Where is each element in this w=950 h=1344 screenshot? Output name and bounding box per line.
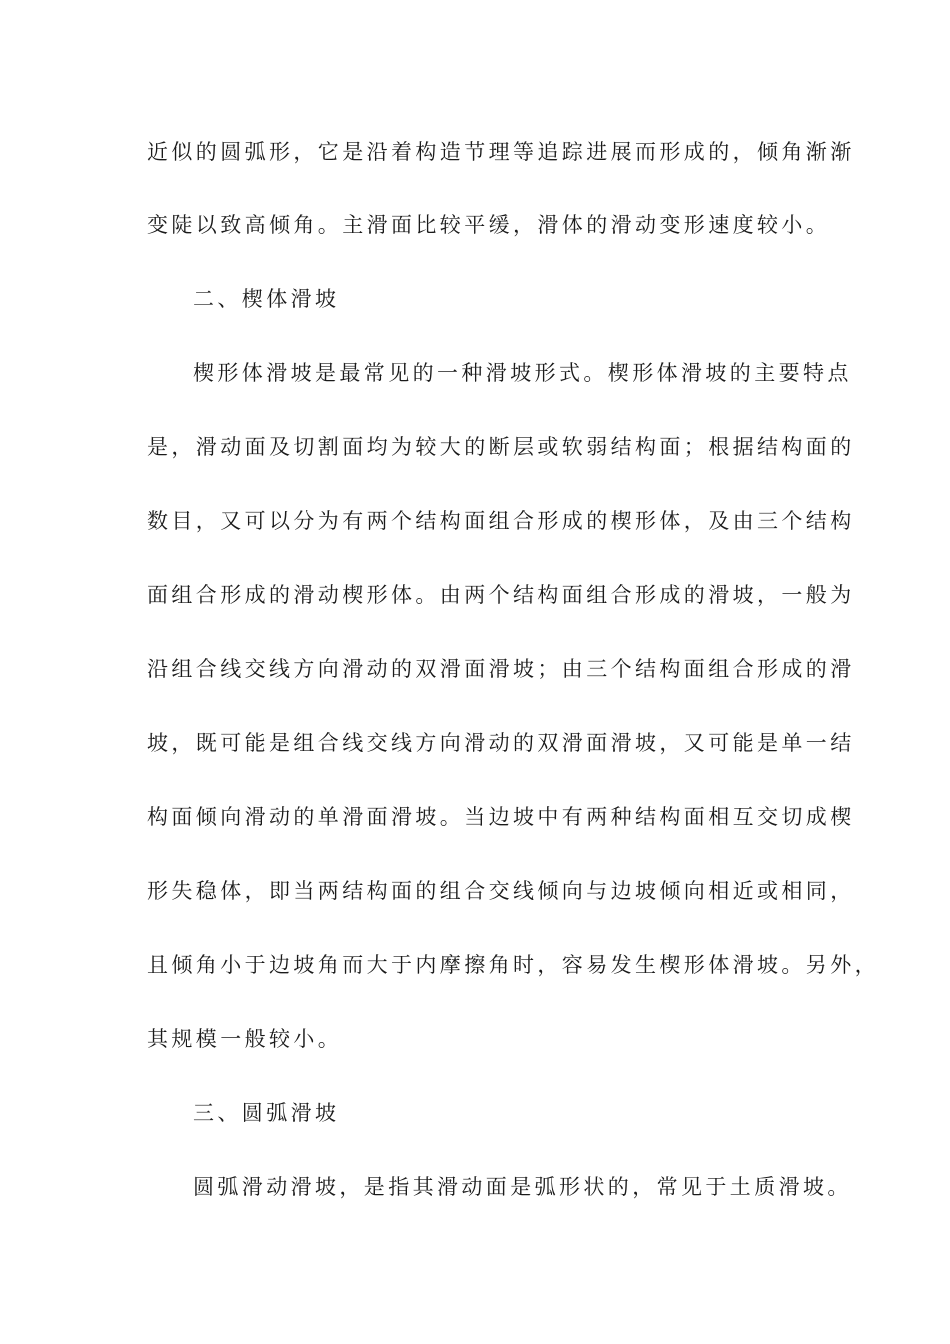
paragraph-line: 构面倾向滑动的单滑面滑坡。当边坡中有两种结构面相互交切成楔 bbox=[147, 805, 855, 829]
paragraph-line: 其规模一般较小。 bbox=[147, 1027, 343, 1051]
paragraph-line: 数目，又可以分为有两个结构面组合形成的楔形体，及由三个结构 bbox=[147, 509, 855, 533]
paragraph-line: 楔形体滑坡是最常见的一种滑坡形式。楔形体滑坡的主要特点 bbox=[193, 361, 852, 385]
paragraph-line: 变陡以致高倾角。主滑面比较平缓，滑体的滑动变形速度较小。 bbox=[147, 213, 831, 237]
paragraph-line: 坡，既可能是组合线交线方向滑动的双滑面滑坡，又可能是单一结 bbox=[147, 731, 855, 755]
paragraph-line: 面组合形成的滑动楔形体。由两个结构面组合形成的滑坡，一般为 bbox=[147, 583, 855, 607]
paragraph-line: 近似的圆弧形，它是沿着构造节理等追踪进展而形成的，倾角渐渐 bbox=[147, 140, 855, 164]
section-heading: 三、圆弧滑坡 bbox=[193, 1101, 340, 1125]
paragraph-line: 圆弧滑动滑坡，是指其滑动面是弧形状的，常见于土质滑坡。 bbox=[193, 1175, 852, 1199]
paragraph-line: 沿组合线交线方向滑动的双滑面滑坡；由三个结构面组合形成的滑 bbox=[147, 657, 855, 681]
paragraph-line: 形失稳体，即当两结构面的组合交线倾向与边坡倾向相近或相同， bbox=[147, 879, 855, 903]
section-heading: 二、楔体滑坡 bbox=[193, 287, 340, 311]
paragraph-line: 且倾角小于边坡角而大于内摩擦角时，容易发生楔形体滑坡。另外， bbox=[147, 953, 879, 977]
paragraph-line: 是，滑动面及切割面均为较大的断层或软弱结构面；根据结构面的 bbox=[147, 435, 855, 459]
